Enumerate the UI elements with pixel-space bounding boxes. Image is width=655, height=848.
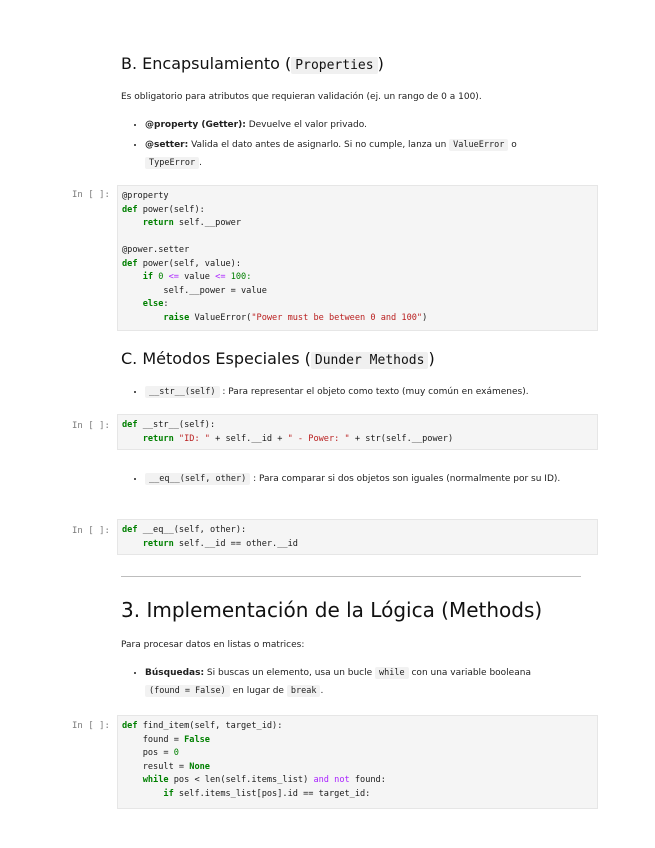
bullet-text: Valida el dato antes de asignarlo. Si no cumple, lanza un: [188, 140, 450, 150]
list-item: [145, 664, 591, 700]
code-cell-2[interactable]: def __str__(self): return "ID: " + self.__id + " - Power: " + str(self.__power): [117, 414, 598, 450]
bullet-text: .: [199, 158, 202, 168]
title-text-end: ): [428, 349, 435, 368]
list-item: [145, 470, 591, 488]
section-c-list-2: [121, 470, 591, 490]
section-b-title: [121, 54, 591, 76]
section-c: [121, 349, 591, 371]
cell-prompt: In [ ]:: [72, 526, 110, 536]
section-c-list-1: [121, 383, 591, 403]
bullet-text: .: [320, 686, 324, 696]
code-cell-4[interactable]: def find_item(self, target_id): found = False pos = 0 result = None while pos < len(self.items_list) and not found: if self.items_list[pos].id == target_id:: [117, 715, 598, 809]
bullet-bold: @setter:: [145, 140, 189, 150]
cell-prompt: In [ ]:: [72, 421, 110, 431]
bullet-text: Devuelve el valor privado.: [245, 120, 367, 130]
divider: [121, 576, 581, 577]
list-item: [145, 116, 591, 134]
section-b-list: [121, 116, 591, 174]
inline-code: __str__(self): [145, 386, 220, 398]
bullet-text: en lugar de: [229, 686, 287, 696]
list-item: [145, 383, 591, 401]
inline-code: __eq__(self, other): [145, 473, 250, 485]
bullet-text: : Para comparar si dos objetos son iguales (normalmente por su ID).: [250, 474, 561, 484]
inline-code: (found = False): [145, 685, 230, 697]
inline-code: ValueError: [449, 139, 508, 151]
section-3-list: [121, 664, 591, 702]
code-cell-3[interactable]: def __eq__(self, other): return self.__id == other.__id: [117, 519, 598, 555]
section-3: [121, 598, 591, 622]
bullet-text: Si buscas un elemento, usa un bucle: [204, 668, 376, 678]
bullet-bold: Búsquedas:: [145, 668, 205, 678]
bullet-bold: @property (Getter):: [145, 120, 246, 130]
inline-code: TypeError: [145, 157, 199, 169]
inline-code: break: [287, 685, 321, 697]
title-text-end: ): [377, 54, 384, 73]
bullet-text: o: [508, 140, 517, 150]
title-code: Properties: [291, 57, 377, 74]
bullet-text: con una variable booleana: [408, 668, 531, 678]
section-3-title: 3. Implementación de la Lógica (Methods): [121, 598, 543, 622]
section-c-title: [121, 349, 591, 371]
section-b: [121, 54, 591, 76]
section-3-paragraph: [121, 638, 591, 652]
title-text: C. Métodos Especiales (: [121, 349, 311, 368]
paragraph: Es obligatorio para atributos que requieran validación (ej. un rango de 0 a 100).: [121, 92, 482, 102]
bullet-text: : Para representar el objeto como texto (muy común en exámenes).: [219, 387, 529, 397]
inline-code: while: [375, 667, 409, 679]
section-b-paragraph: [121, 90, 591, 104]
title-text: B. Encapsulamiento (: [121, 54, 292, 73]
cell-prompt: In [ ]:: [72, 721, 110, 731]
code-cell-1[interactable]: @property def power(self): return self.__power @power.setter def power(self, value): if 0 <= value <= 100: self.__power = value else: raise ValueError("Power must be between 0 and 100"): [117, 185, 598, 331]
cell-prompt: In [ ]:: [72, 190, 110, 200]
title-code: Dunder Methods: [311, 352, 429, 369]
list-item: [145, 136, 591, 172]
paragraph: Para procesar datos en listas o matrices:: [121, 640, 305, 650]
